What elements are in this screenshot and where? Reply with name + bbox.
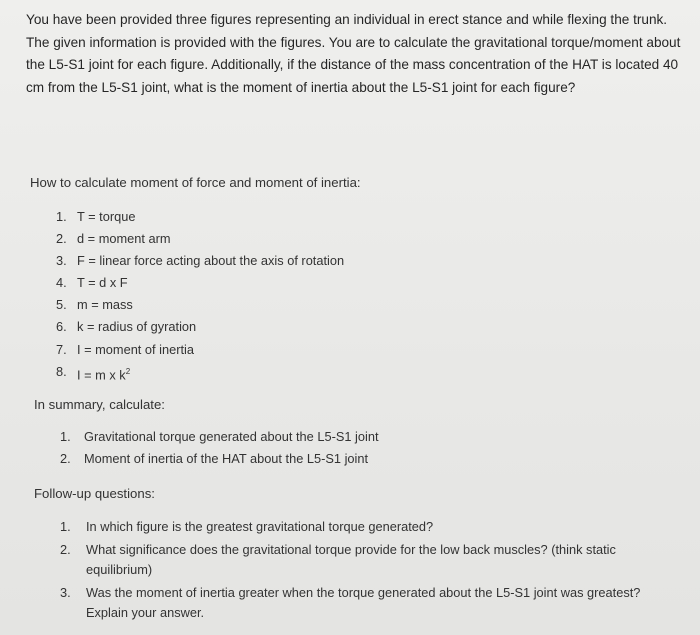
followup-list [60, 517, 680, 626]
list-item: 3. F = linear force acting about the axis of rotation [56, 253, 345, 269]
followup-heading: Follow-up questions: [34, 486, 155, 501]
list-item: 1. T = torque [56, 209, 136, 224]
superscript: 2 [125, 366, 131, 376]
how-to-heading: How to calculate moment of force and moment of inertia: [30, 175, 361, 190]
definitions-list [56, 208, 456, 385]
list-item: 1. Gravitational torque generated about the L5-S1 joint [60, 429, 379, 444]
list-item: 2. Moment of inertia of the HAT about the L5-S1 joint [60, 451, 369, 466]
list-item: 5. m = mass [56, 297, 133, 313]
list-item: 1. In which figure is the greatest gravitational torque generated? [60, 519, 434, 534]
list-item: 3. Was the moment of inertia greater when the torque generated about the L5-S1 joint was greatest? Explain your answer. [60, 585, 641, 620]
list-item: 8. I = m x $k^2$ [56, 363, 131, 382]
list-item: 2. What significance does the gravitational torque provide for the low back muscles? (think static equilibrium) [60, 542, 616, 577]
summary-list [60, 428, 460, 472]
list-item: 7. I = moment of inertia [56, 341, 195, 357]
list-item: 6. k = radius of gyration [56, 319, 197, 335]
summary-heading: In summary, calculate: [34, 397, 165, 412]
list-item: 2. d = moment arm [56, 231, 171, 247]
list-item: 4. T = d x F [56, 275, 128, 291]
intro-paragraph: You have been provided three figures representing an individual in erect stance and while flexing the trunk. The given information is provided with the figures. You are to calculate the gravitational torque/moment about the L5-S1 joint for each figure. Additionally, if the distance of the mass concentration of the HAT is located 40 cm from the L5-S1 joint, what is the moment of inertia about the L5-S1 joint for each figure? [26, 12, 681, 95]
formula-text: I = m x k [77, 366, 126, 382]
